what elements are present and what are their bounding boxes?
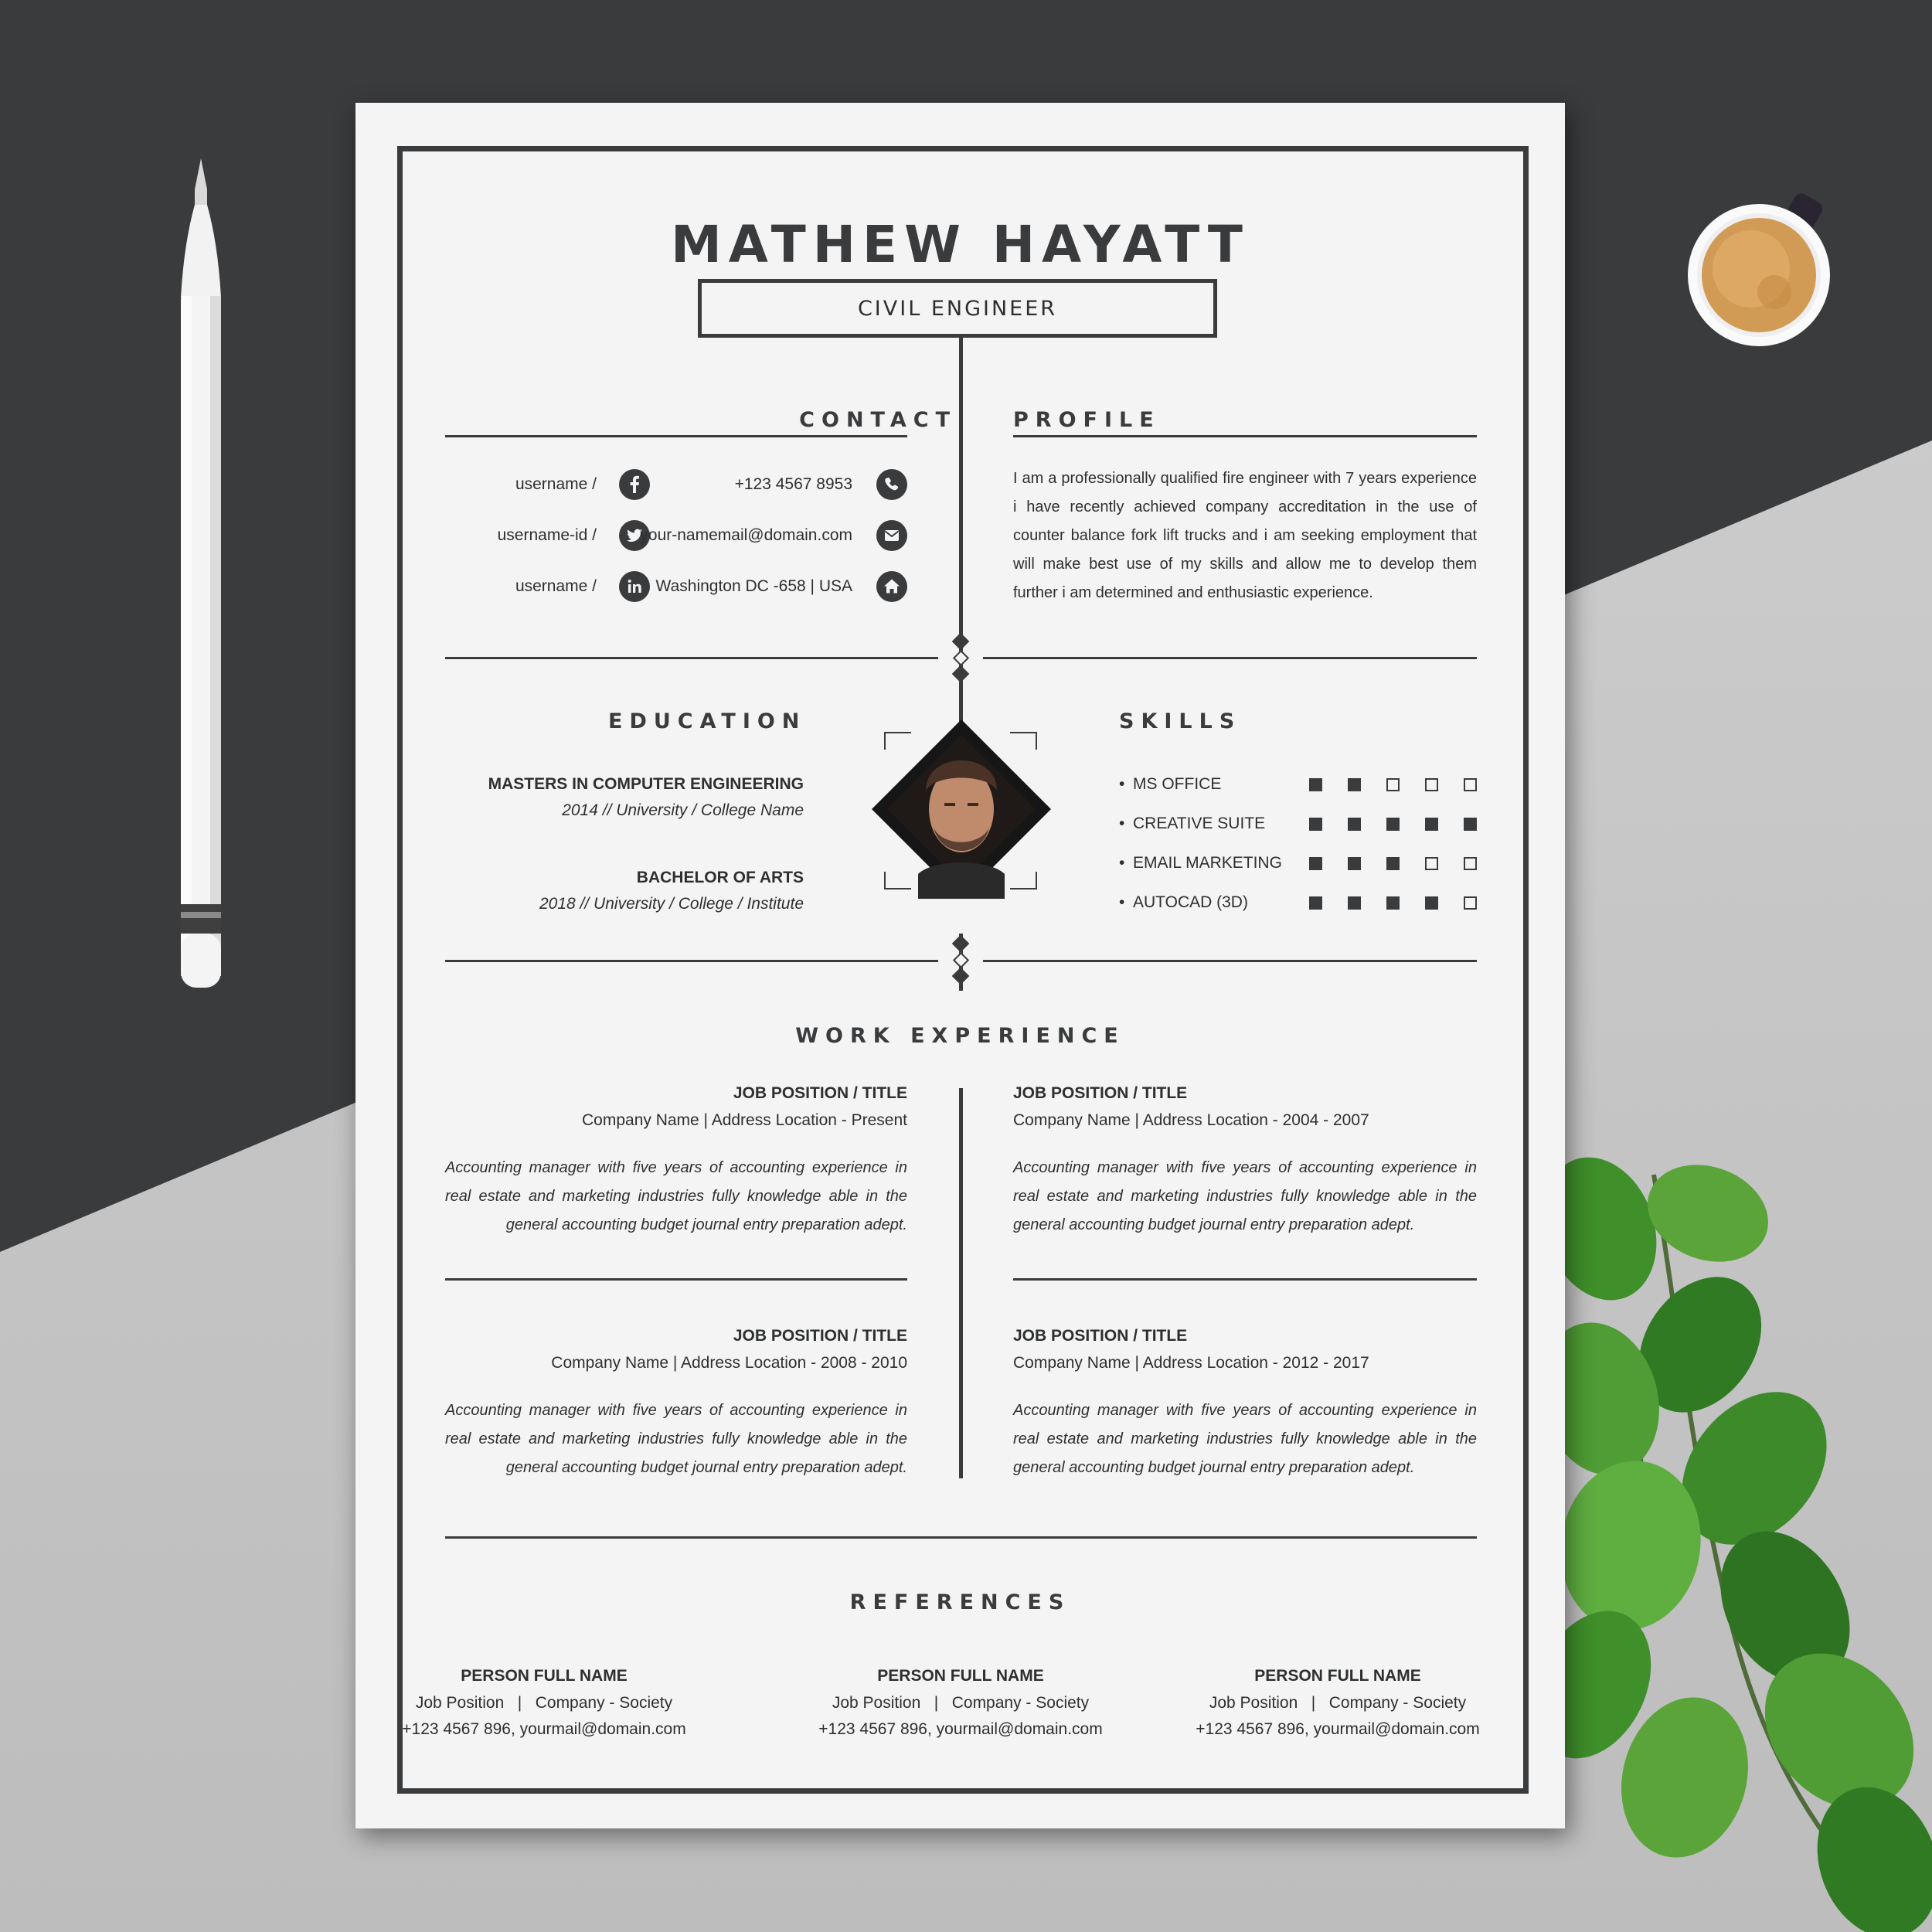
phone-icon[interactable]: [876, 469, 907, 500]
section-divider: [445, 1536, 1477, 1539]
work-experience-heading: WORK EXPERIENCE: [795, 1024, 1125, 1048]
skill-bullet: •: [1119, 893, 1125, 911]
section-divider: [445, 657, 938, 659]
skill-rating-square: [1386, 778, 1400, 791]
skill-rating-square: [1309, 857, 1322, 870]
skill-rating-square: [1464, 896, 1477, 910]
skill-rating-square: [1464, 818, 1477, 831]
section-divider: [983, 960, 1477, 962]
skill-rating-square: [1309, 818, 1322, 831]
stylus-pencil-image: [176, 158, 226, 1005]
reference-contact: +123 4567 896, yourmail@domain.com: [818, 1720, 1103, 1738]
social-label: username /: [515, 577, 597, 595]
skill-rating-square: [1348, 896, 1361, 910]
work-company: Company Name | Address Location - 2004 - 2007: [1013, 1111, 1369, 1129]
profile-photo: [872, 719, 1051, 899]
profile-text: I am a professionally qualified fire engineer with 7 years experience i have recently achieved company accreditation in the use of counter balance fork lift trucks and i am seeking employment that will make best use of my skills and allow me to develop them further i am determined and enthusiastic experience.: [1013, 470, 1477, 601]
reference-contact: +123 4567 896, yourmail@domain.com: [402, 1720, 686, 1738]
reference-contact: +123 4567 896, yourmail@domain.com: [1196, 1720, 1480, 1738]
skill-rating-square: [1386, 818, 1400, 831]
mail-icon[interactable]: [876, 520, 907, 551]
skill-name: CREATIVE SUITE: [1133, 815, 1266, 832]
social-label: username-id /: [497, 526, 597, 544]
contact-phone: +123 4567 8953: [734, 475, 852, 493]
skill-rating-square: [1425, 778, 1438, 791]
resume-page: [355, 103, 1565, 1828]
skill-rating-square: [1425, 857, 1438, 870]
reference-name: PERSON FULL NAME: [461, 1667, 628, 1685]
coffee-cup-image: [1682, 192, 1836, 346]
work-separator: [445, 1278, 907, 1281]
skill-name: MS OFFICE: [1133, 775, 1222, 793]
work-separator: [1013, 1278, 1477, 1281]
education-degree: BACHELOR OF ARTS: [636, 869, 804, 886]
work-description: Accounting manager with five years of accounting experience in real estate and marketing industries fully knowledge able in the general accounting budget journal entry preparation adept.: [445, 1402, 907, 1476]
work-description: Accounting manager with five years of accounting experience in real estate and marketing industries fully knowledge able in the general accounting budget journal entry preparation adept.: [1013, 1159, 1477, 1233]
education-detail: 2018 // University / College / Institute: [539, 895, 804, 913]
skill-rating-square: [1386, 896, 1400, 910]
contact-rule: [445, 435, 907, 437]
work-position: JOB POSITION / TITLE: [1013, 1084, 1188, 1102]
work-description: Accounting manager with five years of accounting experience in real estate and marketing industries fully knowledge able in the general accounting budget journal entry preparation adept.: [445, 1159, 907, 1233]
reference-role: Job Position | Company - Society: [832, 1694, 1090, 1712]
section-divider: [445, 960, 938, 962]
education-heading: EDUCATION: [608, 709, 807, 733]
work-company: Company Name | Address Location - 2012 - 2017: [1013, 1354, 1369, 1372]
skill-rating-square: [1309, 896, 1322, 910]
skill-rating-square: [1386, 857, 1400, 870]
reference-role: Job Position | Company - Society: [415, 1694, 673, 1712]
skill-name: AUTOCAD (3D): [1133, 893, 1248, 911]
education-detail: 2014 // University / College Name: [562, 801, 804, 819]
reference-name: PERSON FULL NAME: [877, 1667, 1044, 1685]
skill-bullet: •: [1119, 854, 1125, 872]
work-center-divider: [959, 1088, 963, 1478]
skill-rating-square: [1425, 818, 1438, 831]
contact-heading: CONTACT: [799, 408, 957, 432]
work-position: JOB POSITION / TITLE: [1013, 1327, 1188, 1345]
work-position: JOB POSITION / TITLE: [733, 1327, 907, 1345]
skill-rating-square: [1309, 778, 1322, 791]
skill-bullet: •: [1119, 815, 1125, 832]
potted-plant-leaves-image: [1553, 1144, 1932, 1932]
work-company: Company Name | Address Location - 2008 - 2010: [551, 1354, 907, 1372]
work-position: JOB POSITION / TITLE: [733, 1084, 907, 1102]
work-company: Company Name | Address Location - Present: [582, 1111, 907, 1129]
social-label: username /: [515, 475, 597, 493]
skill-rating-square: [1464, 857, 1477, 870]
skill-bullet: •: [1119, 775, 1125, 793]
profile-heading: PROFILE: [1013, 408, 1161, 432]
education-degree: MASTERS IN COMPUTER ENGINEERING: [488, 775, 804, 793]
work-description: Accounting manager with five years of accounting experience in real estate and marketing industries fully knowledge able in the general accounting budget journal entry preparation adept.: [1013, 1402, 1477, 1476]
skill-name: EMAIL MARKETING: [1133, 854, 1282, 872]
reference-name: PERSON FULL NAME: [1254, 1667, 1421, 1685]
section-divider: [983, 657, 1477, 659]
skill-rating-square: [1464, 778, 1477, 791]
skill-rating-square: [1348, 857, 1361, 870]
reference-role: Job Position | Company - Society: [1209, 1694, 1467, 1712]
home-icon[interactable]: [876, 571, 907, 602]
job-title-box: [698, 279, 1217, 338]
job-title: CIVIL ENGINEER: [857, 296, 1058, 321]
skill-rating-square: [1348, 778, 1361, 791]
skills-heading: SKILLS: [1119, 709, 1242, 733]
contact-email: your-namemail@domain.com: [640, 526, 852, 544]
references-heading: REFERENCES: [849, 1590, 1071, 1614]
skill-rating-square: [1425, 896, 1438, 910]
contact-address: Washington DC -658 | USA: [655, 577, 852, 595]
skill-rating-square: [1348, 818, 1361, 831]
profile-rule: [1013, 435, 1477, 437]
resume-name: MATHEW HAYATT: [671, 215, 1250, 274]
